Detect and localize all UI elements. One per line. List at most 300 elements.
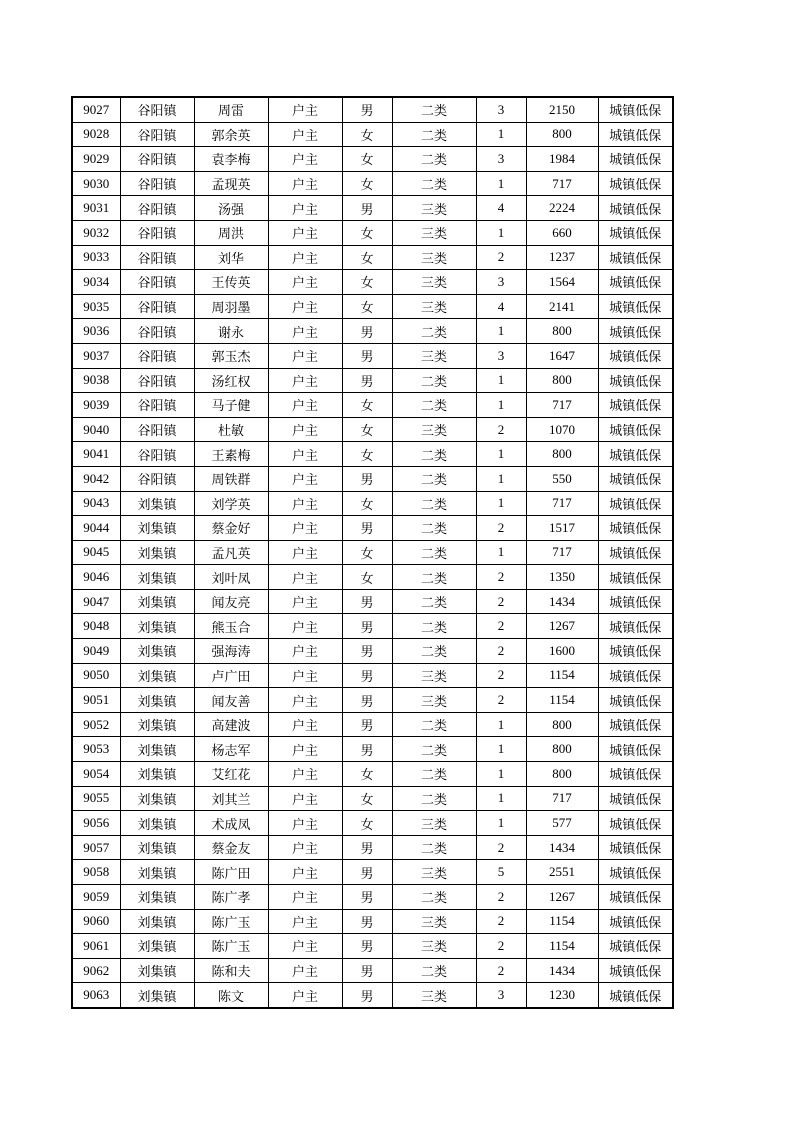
relation-cell: 户主	[268, 589, 342, 614]
table-row	[72, 983, 673, 1008]
record-number-cell: 9044	[72, 516, 120, 541]
program-type-cell: 城镇低保	[598, 393, 673, 418]
category-cell: 二类	[392, 712, 476, 737]
household-size-cell: 2	[476, 909, 526, 934]
table-row	[72, 639, 673, 664]
town-cell: 谷阳镇	[120, 147, 194, 172]
table-row	[72, 565, 673, 590]
category-cell: 二类	[392, 565, 476, 590]
name-cell: 周羽墨	[194, 294, 268, 319]
amount-cell: 1154	[526, 934, 598, 959]
category-cell: 三类	[392, 245, 476, 270]
category-cell: 二类	[392, 958, 476, 983]
amount-cell: 2224	[526, 196, 598, 221]
category-cell: 三类	[392, 417, 476, 442]
gender-cell: 男	[342, 737, 392, 762]
amount-cell: 1070	[526, 417, 598, 442]
amount-cell: 660	[526, 220, 598, 245]
relation-cell: 户主	[268, 417, 342, 442]
subsistence-allowance-table	[71, 96, 674, 1009]
gender-cell: 女	[342, 786, 392, 811]
table-row	[72, 663, 673, 688]
household-size-cell: 1	[476, 122, 526, 147]
table-row	[72, 589, 673, 614]
name-cell: 周雷	[194, 97, 268, 122]
amount-cell: 1647	[526, 343, 598, 368]
category-cell: 二类	[392, 762, 476, 787]
amount-cell: 717	[526, 786, 598, 811]
program-type-cell: 城镇低保	[598, 196, 673, 221]
relation-cell: 户主	[268, 614, 342, 639]
amount-cell: 550	[526, 466, 598, 491]
table-row	[72, 196, 673, 221]
gender-cell: 女	[342, 442, 392, 467]
record-number-cell: 9045	[72, 540, 120, 565]
record-number-cell: 9029	[72, 147, 120, 172]
relation-cell: 户主	[268, 909, 342, 934]
record-number-cell: 9041	[72, 442, 120, 467]
category-cell: 三类	[392, 196, 476, 221]
household-size-cell: 2	[476, 934, 526, 959]
amount-cell: 1154	[526, 909, 598, 934]
relation-cell: 户主	[268, 860, 342, 885]
category-cell: 二类	[392, 97, 476, 122]
town-cell: 谷阳镇	[120, 442, 194, 467]
amount-cell: 1154	[526, 663, 598, 688]
program-type-cell: 城镇低保	[598, 614, 673, 639]
household-size-cell: 1	[476, 811, 526, 836]
program-type-cell: 城镇低保	[598, 147, 673, 172]
record-number-cell: 9042	[72, 466, 120, 491]
record-number-cell: 9051	[72, 688, 120, 713]
amount-cell: 2551	[526, 860, 598, 885]
table-row	[72, 319, 673, 344]
town-cell: 刘集镇	[120, 885, 194, 910]
table-row	[72, 934, 673, 959]
table-row	[72, 909, 673, 934]
town-cell: 刘集镇	[120, 835, 194, 860]
record-number-cell: 9030	[72, 171, 120, 196]
gender-cell: 男	[342, 688, 392, 713]
program-type-cell: 城镇低保	[598, 589, 673, 614]
town-cell: 谷阳镇	[120, 294, 194, 319]
record-number-cell: 9059	[72, 885, 120, 910]
relation-cell: 户主	[268, 639, 342, 664]
relation-cell: 户主	[268, 196, 342, 221]
program-type-cell: 城镇低保	[598, 835, 673, 860]
amount-cell: 800	[526, 762, 598, 787]
table-row	[72, 958, 673, 983]
relation-cell: 户主	[268, 983, 342, 1008]
name-cell: 术成凤	[194, 811, 268, 836]
relation-cell: 户主	[268, 294, 342, 319]
record-number-cell: 9031	[72, 196, 120, 221]
gender-cell: 女	[342, 270, 392, 295]
household-size-cell: 1	[476, 737, 526, 762]
name-cell: 谢永	[194, 319, 268, 344]
name-cell: 袁李梅	[194, 147, 268, 172]
program-type-cell: 城镇低保	[598, 762, 673, 787]
table-row	[72, 417, 673, 442]
record-number-cell: 9050	[72, 663, 120, 688]
category-cell: 二类	[392, 491, 476, 516]
household-size-cell: 2	[476, 245, 526, 270]
name-cell: 陈广玉	[194, 934, 268, 959]
town-cell: 刘集镇	[120, 688, 194, 713]
household-size-cell: 1	[476, 540, 526, 565]
amount-cell: 1517	[526, 516, 598, 541]
name-cell: 卢广田	[194, 663, 268, 688]
household-size-cell: 3	[476, 147, 526, 172]
name-cell: 蔡金好	[194, 516, 268, 541]
program-type-cell: 城镇低保	[598, 934, 673, 959]
program-type-cell: 城镇低保	[598, 860, 673, 885]
relation-cell: 户主	[268, 958, 342, 983]
table-row	[72, 516, 673, 541]
program-type-cell: 城镇低保	[598, 909, 673, 934]
program-type-cell: 城镇低保	[598, 565, 673, 590]
gender-cell: 女	[342, 147, 392, 172]
name-cell: 蔡金友	[194, 835, 268, 860]
record-number-cell: 9039	[72, 393, 120, 418]
household-size-cell: 2	[476, 589, 526, 614]
table-row	[72, 860, 673, 885]
town-cell: 谷阳镇	[120, 122, 194, 147]
household-size-cell: 2	[476, 565, 526, 590]
gender-cell: 女	[342, 171, 392, 196]
category-cell: 三类	[392, 663, 476, 688]
category-cell: 三类	[392, 343, 476, 368]
gender-cell: 女	[342, 565, 392, 590]
category-cell: 二类	[392, 368, 476, 393]
name-cell: 熊玉合	[194, 614, 268, 639]
relation-cell: 户主	[268, 393, 342, 418]
table-row	[72, 245, 673, 270]
table-body	[72, 97, 673, 1008]
amount-cell: 1267	[526, 614, 598, 639]
household-size-cell: 1	[476, 762, 526, 787]
name-cell: 强海涛	[194, 639, 268, 664]
relation-cell: 户主	[268, 368, 342, 393]
record-number-cell: 9063	[72, 983, 120, 1008]
record-number-cell: 9040	[72, 417, 120, 442]
amount-cell: 1230	[526, 983, 598, 1008]
amount-cell: 1154	[526, 688, 598, 713]
record-number-cell: 9047	[72, 589, 120, 614]
category-cell: 二类	[392, 442, 476, 467]
town-cell: 刘集镇	[120, 516, 194, 541]
name-cell: 郭玉杰	[194, 343, 268, 368]
town-cell: 谷阳镇	[120, 417, 194, 442]
gender-cell: 女	[342, 540, 392, 565]
name-cell: 陈文	[194, 983, 268, 1008]
relation-cell: 户主	[268, 565, 342, 590]
amount-cell: 800	[526, 442, 598, 467]
relation-cell: 户主	[268, 811, 342, 836]
gender-cell: 女	[342, 245, 392, 270]
amount-cell: 717	[526, 540, 598, 565]
amount-cell: 577	[526, 811, 598, 836]
record-number-cell: 9053	[72, 737, 120, 762]
record-number-cell: 9061	[72, 934, 120, 959]
name-cell: 汤强	[194, 196, 268, 221]
name-cell: 闻友善	[194, 688, 268, 713]
record-number-cell: 9035	[72, 294, 120, 319]
amount-cell: 717	[526, 171, 598, 196]
relation-cell: 户主	[268, 786, 342, 811]
table-row	[72, 97, 673, 122]
record-number-cell: 9037	[72, 343, 120, 368]
relation-cell: 户主	[268, 491, 342, 516]
program-type-cell: 城镇低保	[598, 516, 673, 541]
town-cell: 刘集镇	[120, 565, 194, 590]
table-row	[72, 688, 673, 713]
category-cell: 三类	[392, 983, 476, 1008]
household-size-cell: 2	[476, 663, 526, 688]
program-type-cell: 城镇低保	[598, 466, 673, 491]
gender-cell: 男	[342, 196, 392, 221]
record-number-cell: 9052	[72, 712, 120, 737]
household-size-cell: 1	[476, 786, 526, 811]
category-cell: 三类	[392, 860, 476, 885]
name-cell: 杜敏	[194, 417, 268, 442]
household-size-cell: 1	[476, 491, 526, 516]
gender-cell: 男	[342, 835, 392, 860]
amount-cell: 2141	[526, 294, 598, 319]
amount-cell: 2150	[526, 97, 598, 122]
relation-cell: 户主	[268, 147, 342, 172]
program-type-cell: 城镇低保	[598, 712, 673, 737]
amount-cell: 1984	[526, 147, 598, 172]
town-cell: 谷阳镇	[120, 270, 194, 295]
gender-cell: 男	[342, 712, 392, 737]
category-cell: 三类	[392, 220, 476, 245]
program-type-cell: 城镇低保	[598, 491, 673, 516]
town-cell: 谷阳镇	[120, 368, 194, 393]
table-row	[72, 220, 673, 245]
name-cell: 艾红花	[194, 762, 268, 787]
name-cell: 周洪	[194, 220, 268, 245]
category-cell: 二类	[392, 122, 476, 147]
category-cell: 二类	[392, 319, 476, 344]
household-size-cell: 3	[476, 983, 526, 1008]
program-type-cell: 城镇低保	[598, 540, 673, 565]
town-cell: 刘集镇	[120, 614, 194, 639]
category-cell: 二类	[392, 885, 476, 910]
relation-cell: 户主	[268, 540, 342, 565]
gender-cell: 男	[342, 934, 392, 959]
record-number-cell: 9055	[72, 786, 120, 811]
amount-cell: 1350	[526, 565, 598, 590]
household-size-cell: 1	[476, 712, 526, 737]
name-cell: 陈广田	[194, 860, 268, 885]
category-cell: 三类	[392, 934, 476, 959]
program-type-cell: 城镇低保	[598, 171, 673, 196]
program-type-cell: 城镇低保	[598, 220, 673, 245]
program-type-cell: 城镇低保	[598, 245, 673, 270]
program-type-cell: 城镇低保	[598, 97, 673, 122]
name-cell: 刘叶凤	[194, 565, 268, 590]
gender-cell: 男	[342, 639, 392, 664]
category-cell: 三类	[392, 294, 476, 319]
category-cell: 二类	[392, 614, 476, 639]
name-cell: 马子健	[194, 393, 268, 418]
household-size-cell: 2	[476, 688, 526, 713]
gender-cell: 男	[342, 319, 392, 344]
relation-cell: 户主	[268, 270, 342, 295]
category-cell: 二类	[392, 737, 476, 762]
household-size-cell: 4	[476, 294, 526, 319]
program-type-cell: 城镇低保	[598, 811, 673, 836]
amount-cell: 1600	[526, 639, 598, 664]
town-cell: 刘集镇	[120, 491, 194, 516]
town-cell: 刘集镇	[120, 712, 194, 737]
record-number-cell: 9060	[72, 909, 120, 934]
program-type-cell: 城镇低保	[598, 885, 673, 910]
amount-cell: 800	[526, 122, 598, 147]
table-row	[72, 442, 673, 467]
program-type-cell: 城镇低保	[598, 663, 673, 688]
gender-cell: 男	[342, 983, 392, 1008]
household-size-cell: 1	[476, 368, 526, 393]
town-cell: 刘集镇	[120, 639, 194, 664]
table-row	[72, 737, 673, 762]
table-row	[72, 885, 673, 910]
table-row	[72, 270, 673, 295]
gender-cell: 男	[342, 343, 392, 368]
name-cell: 王传英	[194, 270, 268, 295]
household-size-cell: 1	[476, 319, 526, 344]
name-cell: 闻友亮	[194, 589, 268, 614]
amount-cell: 800	[526, 319, 598, 344]
category-cell: 三类	[392, 688, 476, 713]
category-cell: 三类	[392, 909, 476, 934]
program-type-cell: 城镇低保	[598, 786, 673, 811]
relation-cell: 户主	[268, 220, 342, 245]
category-cell: 二类	[392, 466, 476, 491]
amount-cell: 800	[526, 737, 598, 762]
record-number-cell: 9027	[72, 97, 120, 122]
gender-cell: 女	[342, 393, 392, 418]
household-size-cell: 3	[476, 270, 526, 295]
household-size-cell: 2	[476, 639, 526, 664]
record-number-cell: 9062	[72, 958, 120, 983]
table-row	[72, 294, 673, 319]
program-type-cell: 城镇低保	[598, 319, 673, 344]
program-type-cell: 城镇低保	[598, 442, 673, 467]
name-cell: 孟凡英	[194, 540, 268, 565]
program-type-cell: 城镇低保	[598, 270, 673, 295]
town-cell: 刘集镇	[120, 811, 194, 836]
amount-cell: 1267	[526, 885, 598, 910]
relation-cell: 户主	[268, 737, 342, 762]
category-cell: 二类	[392, 171, 476, 196]
relation-cell: 户主	[268, 663, 342, 688]
household-size-cell: 2	[476, 417, 526, 442]
category-cell: 二类	[392, 393, 476, 418]
town-cell: 刘集镇	[120, 958, 194, 983]
amount-cell: 800	[526, 712, 598, 737]
name-cell: 孟现英	[194, 171, 268, 196]
relation-cell: 户主	[268, 516, 342, 541]
gender-cell: 女	[342, 122, 392, 147]
gender-cell: 男	[342, 466, 392, 491]
record-number-cell: 9033	[72, 245, 120, 270]
name-cell: 陈广玉	[194, 909, 268, 934]
table-row	[72, 540, 673, 565]
relation-cell: 户主	[268, 122, 342, 147]
record-number-cell: 9034	[72, 270, 120, 295]
town-cell: 谷阳镇	[120, 245, 194, 270]
record-number-cell: 9056	[72, 811, 120, 836]
relation-cell: 户主	[268, 319, 342, 344]
name-cell: 陈广孝	[194, 885, 268, 910]
category-cell: 二类	[392, 516, 476, 541]
town-cell: 谷阳镇	[120, 319, 194, 344]
record-number-cell: 9032	[72, 220, 120, 245]
relation-cell: 户主	[268, 171, 342, 196]
gender-cell: 女	[342, 220, 392, 245]
gender-cell: 男	[342, 860, 392, 885]
household-size-cell: 1	[476, 442, 526, 467]
gender-cell: 女	[342, 491, 392, 516]
town-cell: 谷阳镇	[120, 343, 194, 368]
name-cell: 陈和夫	[194, 958, 268, 983]
name-cell: 汤红权	[194, 368, 268, 393]
household-size-cell: 3	[476, 97, 526, 122]
relation-cell: 户主	[268, 97, 342, 122]
category-cell: 三类	[392, 811, 476, 836]
program-type-cell: 城镇低保	[598, 368, 673, 393]
town-cell: 谷阳镇	[120, 97, 194, 122]
program-type-cell: 城镇低保	[598, 294, 673, 319]
gender-cell: 男	[342, 885, 392, 910]
table-row	[72, 343, 673, 368]
town-cell: 刘集镇	[120, 934, 194, 959]
name-cell: 刘华	[194, 245, 268, 270]
record-number-cell: 9038	[72, 368, 120, 393]
gender-cell: 女	[342, 294, 392, 319]
gender-cell: 男	[342, 614, 392, 639]
record-number-cell: 9043	[72, 491, 120, 516]
gender-cell: 男	[342, 663, 392, 688]
record-number-cell: 9048	[72, 614, 120, 639]
relation-cell: 户主	[268, 885, 342, 910]
amount-cell: 1434	[526, 589, 598, 614]
table-row	[72, 786, 673, 811]
table-row	[72, 122, 673, 147]
program-type-cell: 城镇低保	[598, 688, 673, 713]
household-size-cell: 1	[476, 466, 526, 491]
household-size-cell: 3	[476, 343, 526, 368]
record-number-cell: 9058	[72, 860, 120, 885]
town-cell: 谷阳镇	[120, 466, 194, 491]
town-cell: 谷阳镇	[120, 196, 194, 221]
relation-cell: 户主	[268, 245, 342, 270]
household-size-cell: 2	[476, 885, 526, 910]
name-cell: 杨志军	[194, 737, 268, 762]
household-size-cell: 1	[476, 393, 526, 418]
program-type-cell: 城镇低保	[598, 958, 673, 983]
household-size-cell: 2	[476, 958, 526, 983]
gender-cell: 男	[342, 516, 392, 541]
table-row	[72, 762, 673, 787]
gender-cell: 男	[342, 909, 392, 934]
record-number-cell: 9028	[72, 122, 120, 147]
household-size-cell: 2	[476, 614, 526, 639]
amount-cell: 1434	[526, 835, 598, 860]
program-type-cell: 城镇低保	[598, 122, 673, 147]
